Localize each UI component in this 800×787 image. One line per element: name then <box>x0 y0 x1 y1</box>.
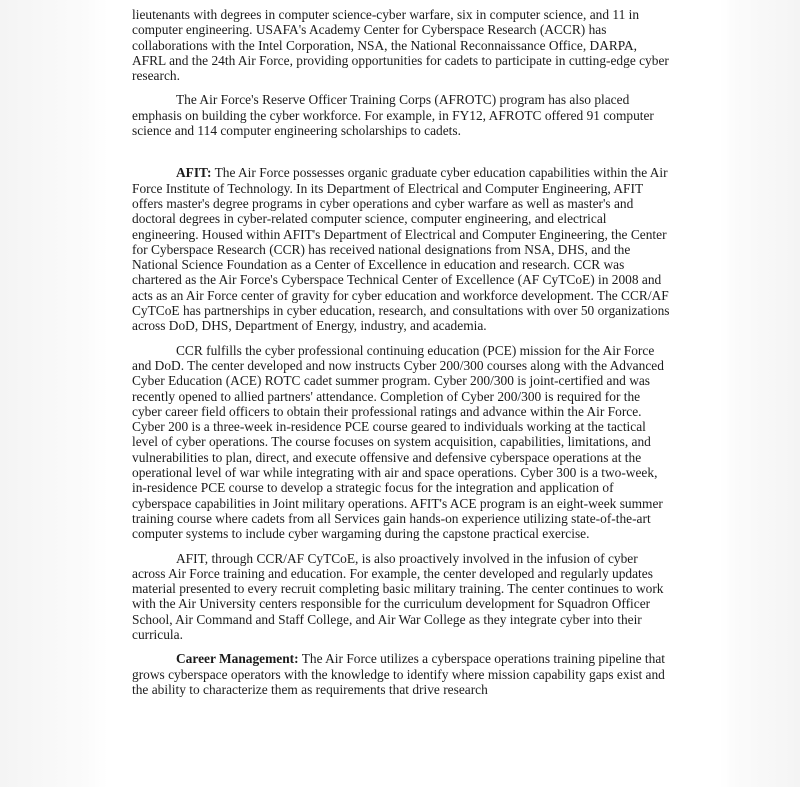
paragraph-heading: Career Management: <box>176 651 299 667</box>
page-margin-shadow-right <box>720 0 800 787</box>
paragraph-afit-infusion <box>132 551 672 643</box>
document-body <box>132 7 672 706</box>
paragraph-ccr-pce <box>132 343 672 542</box>
paragraph-afrotc <box>132 92 672 138</box>
paragraph-career-management <box>132 651 672 697</box>
paragraph-body: The Air Force's Reserve Officer Training Corps (AFROTC) program has also placed emphasis on building the cyber workforce. For example, in FY12, AFROTC offered 91 computer science and 114 computer engineering scholarships to cadets. <box>132 92 654 139</box>
paragraph-usafa-accr <box>132 7 672 83</box>
page-margin-shadow-left <box>0 0 108 787</box>
paragraph-body: CCR fulfills the cyber professional continuing education (PCE) mission for the Air Force and DoD. The center developed and now instructs Cyber 200/300 courses along with the Advanced Cyber Education (ACE) ROTC cadet summer program. Cyber 200/300 is joint-certified and was recently opened to allied partners' attendance. Completion of Cyber 200/300 is required for the cyber career field officers to obtain their professional ratings and advance within the Air Force. Cyber 200 is a three-week in-residence PCE course geared to individuals working at the tactical level of cyber operations. The course focuses on system acquisition, capabilities, limitations, and vulnerabilities to plan, direct, and execute offensive and defensive cyberspace operations at the operational level of war while integrating with air and space operations. Cyber 300 is a two-week, in-residence PCE course to develop a strategic focus for the integration and application of cyberspace capabilities in Joint military operations. AFIT's ACE program is an eight-week summer training course where cadets from all Services gain hands-on experience utilizing state-of-the-art computer systems to include cyber wargaming during the capstone practical exercise. <box>132 342 664 542</box>
paragraph-body: AFIT, through CCR/AF CyTCoE, is also proactively involved in the infusion of cyber across Air Force training and education. For example, the center developed and regularly updates material presented to every recruit completing basic military training. The center continues to work with the Air University centers responsible for the curriculum development for Squadron Officer School, Air Command and Staff College, and Air War College as they integrate cyber into their curricula. <box>132 550 664 642</box>
paragraph-body: The Air Force utilizes a cyberspace operations training pipeline that grows cyberspace operators with the knowledge to identify where mission capability gaps exist and the ability to characterize them as requirements that drive research <box>132 651 665 697</box>
paragraph-body: lieutenants with degrees in computer science-cyber warfare, six in computer science, and 11 in computer engineering. USAFA's Academy Center for Cyberspace Research (ACCR) has collaborations with the Intel Corporation, NSA, the National Reconnaissance Office, DARPA, AFRL and the 24th Air Force, providing opportunities for cadets to participate in cutting-edge cyber research. <box>132 7 669 84</box>
paragraph-body: The Air Force possesses organic graduate cyber education capabilities within the Air Force Institute of Technology. In its Department of Electrical and Computer Engineering, AFIT offers master's degree programs in cyber operations and cyber warfare as well as master's and doctoral degrees in cyber-related computer science, computer engineering, and electrical engineering. Housed within AFIT's Department of Electrical and Computer Engineering, the Center for Cyberspace Research (CCR) has received national designations from NSA, DHS, and the National Science Foundation as a Center of Excellence in education and research. CCR was chartered as the Air Force's Cyberspace Technical Center of Excellence (AF CyTCoE) in 2008 and acts as an Air Force center of gravity for cyber education and workforce development. The CCR/AF CyTCoE has partnerships in cyber education, research, and consultations with over 50 organizations across DoD, DHS, Department of Energy, industry, and academia. <box>132 165 670 334</box>
paragraph-heading: AFIT: <box>176 165 212 181</box>
paragraph-afit <box>132 165 672 333</box>
